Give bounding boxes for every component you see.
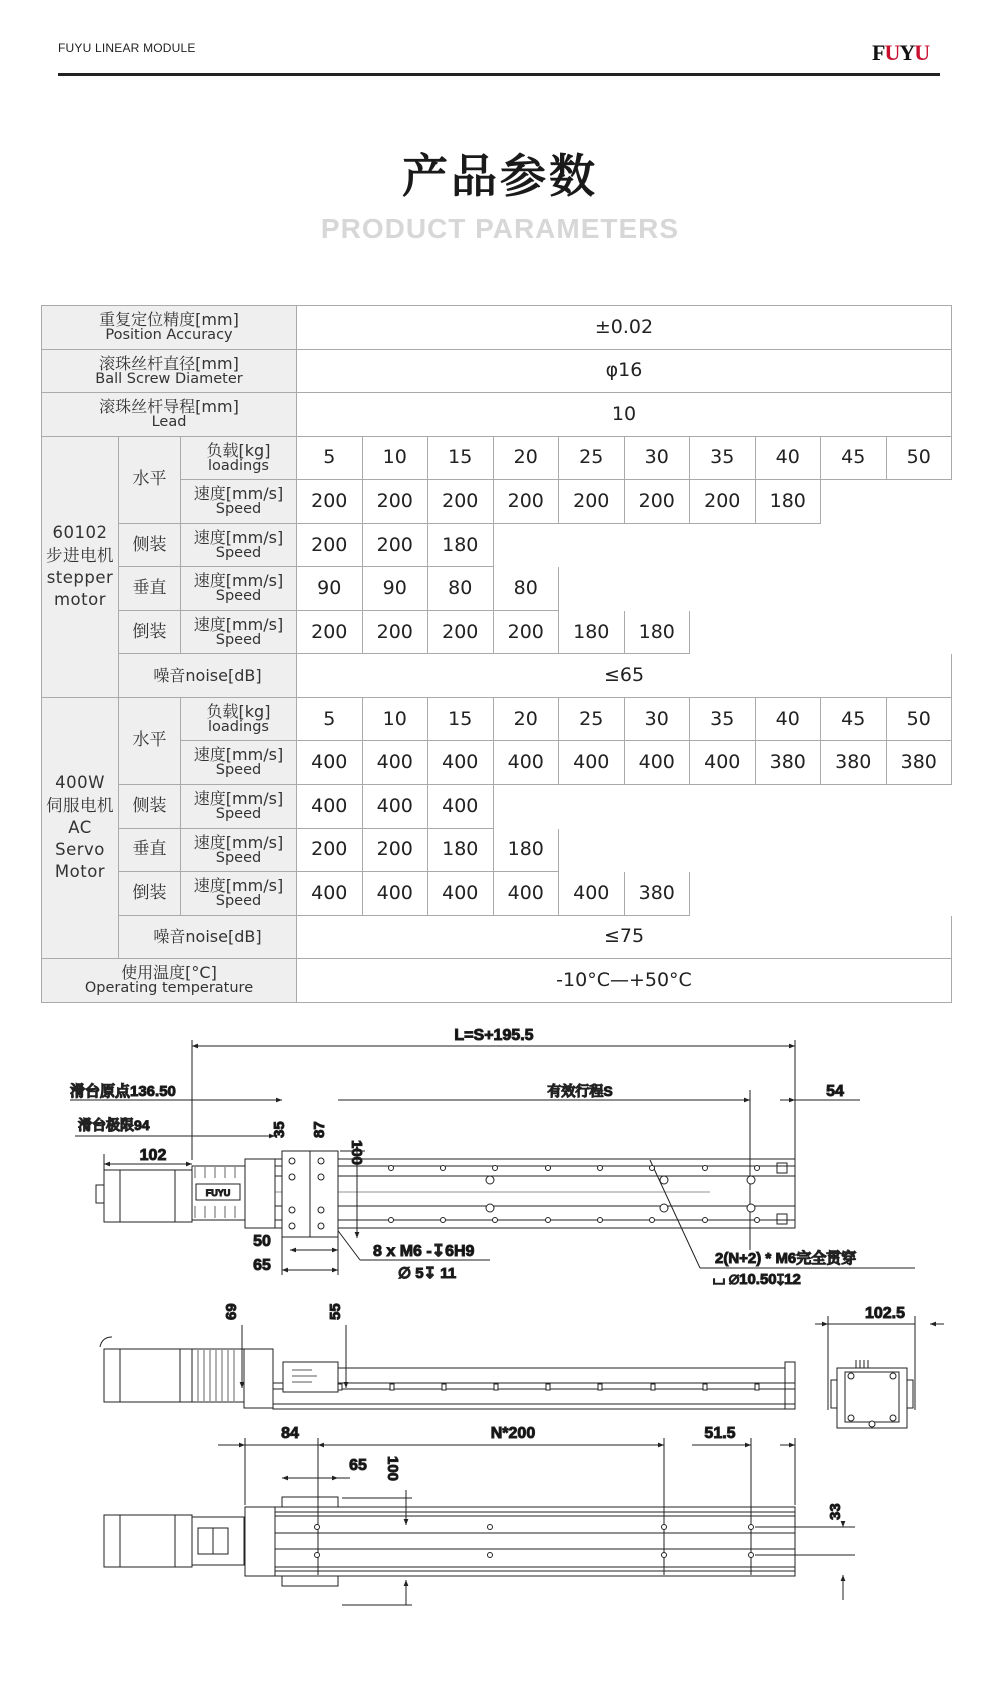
speed-value-text: 400 (704, 751, 741, 774)
dim-55: 55 (327, 1303, 344, 1320)
speed-value-text: 380 (835, 751, 872, 774)
end-view (815, 1316, 944, 1428)
speed-label-text: Speed (215, 762, 262, 779)
base-holes-counterbore: ⌴ ∅10.50↧12 (713, 1271, 801, 1288)
speed-label (181, 741, 297, 785)
load-value-text: 50 (906, 446, 931, 469)
speed-label (181, 567, 297, 611)
speed-value (625, 741, 691, 785)
load-value-text: 25 (579, 446, 604, 469)
speed-value-text: 200 (704, 489, 741, 512)
bottom-view (104, 1438, 855, 1605)
speed-value (494, 567, 560, 611)
speed-value (428, 524, 494, 568)
speed-value (428, 611, 494, 655)
param-label (42, 306, 297, 350)
load-value-text: 25 (579, 707, 604, 730)
fuyu-logo: FUYU (872, 40, 930, 65)
load-value (690, 437, 756, 481)
page-subtitle: PRODUCT PARAMETERS (320, 213, 680, 244)
param-value (297, 393, 952, 437)
temperature-label (42, 959, 297, 1003)
speed-value-text: 400 (311, 881, 348, 904)
motor-type-label-text: stepper (46, 567, 114, 587)
speed-label-text: 速度[mm/s] (193, 614, 284, 634)
speed-value-text: 200 (311, 533, 348, 556)
speed-value (428, 480, 494, 524)
load-value (625, 437, 691, 481)
load-label (181, 437, 297, 481)
motor-type-label-text: 400W (55, 773, 105, 793)
load-label-text: 负载[kg] (206, 701, 271, 721)
dim-total-length: L=S+195.5 (454, 1027, 534, 1044)
load-value (363, 437, 429, 481)
load-value-text: 35 (710, 446, 735, 469)
speed-value-text: 400 (507, 881, 544, 904)
speed-label-text: 速度[mm/s] (193, 832, 284, 852)
orientation-label-text: 侧装 (132, 795, 167, 816)
load-value-text: 20 (513, 446, 538, 469)
speed-value (363, 872, 429, 916)
speed-value-text: 400 (442, 751, 479, 774)
orientation-label-text: 水平 (132, 469, 167, 490)
speed-value-text: 200 (376, 838, 413, 861)
dim-slide-limit: 滑台极限94 (78, 1117, 150, 1133)
load-value (428, 698, 494, 742)
speed-label (181, 611, 297, 655)
speed-value-text: 200 (311, 489, 348, 512)
load-value (428, 437, 494, 481)
load-value-text: 40 (775, 707, 800, 730)
motor-type-label (42, 698, 119, 959)
dim-end-54: 54 (826, 1083, 844, 1100)
speed-label-text: Speed (215, 501, 262, 518)
speed-value (559, 872, 625, 916)
dim-33: 33 (827, 1503, 844, 1520)
speed-label-text: 速度[mm/s] (193, 876, 284, 896)
speed-value (494, 611, 560, 655)
dim-effective-stroke: 有效行程S (547, 1083, 613, 1099)
speed-value-text: 400 (442, 881, 479, 904)
speed-value (690, 480, 756, 524)
param-label-text: 滚珠丝杆直径[mm] (99, 353, 239, 373)
speed-label-text: Speed (215, 588, 262, 605)
load-value-text: 30 (644, 707, 669, 730)
speed-value-text: 380 (900, 751, 937, 774)
motor-logo-text: FUYU (205, 1188, 231, 1198)
orientation-label-text: 垂直 (132, 839, 167, 860)
orientation-label (119, 698, 181, 785)
speed-value (363, 611, 429, 655)
load-value (821, 437, 887, 481)
load-value-text: 35 (710, 707, 735, 730)
load-value-text: 45 (841, 446, 866, 469)
speed-value (690, 741, 756, 785)
load-value (559, 698, 625, 742)
carriage-holes-counterbore: ∅ 5↧ 11 (398, 1265, 457, 1282)
speed-value-text: 200 (442, 620, 479, 643)
speed-label (181, 480, 297, 524)
spec-table (41, 305, 952, 1003)
motor-type-label-text: AC (68, 817, 92, 837)
speed-value-text: 200 (376, 489, 413, 512)
orientation-label (119, 567, 181, 611)
speed-value (559, 741, 625, 785)
speed-value-text: 180 (442, 838, 479, 861)
speed-value (297, 480, 363, 524)
base-holes-spec: 2(N+2) * M6完全贯穿 (715, 1250, 857, 1267)
motor-type-label-text: 步进电机 (46, 545, 114, 565)
speed-value-text: 200 (573, 489, 610, 512)
speed-value-text: 180 (769, 489, 806, 512)
orientation-label-text: 垂直 (132, 578, 167, 599)
param-value-text: 10 (611, 402, 637, 425)
orientation-label-text: 水平 (132, 730, 167, 751)
speed-value-text: 200 (507, 620, 544, 643)
top-view (96, 1151, 795, 1237)
load-value-text: 15 (448, 446, 473, 469)
speed-value-text: 380 (769, 751, 806, 774)
noise-label (119, 654, 297, 698)
load-value (887, 698, 953, 742)
load-value-text: 5 (323, 707, 336, 730)
speed-value (559, 480, 625, 524)
speed-value-text: 380 (638, 881, 675, 904)
speed-value-text: 80 (513, 577, 538, 600)
speed-value-text: 400 (311, 751, 348, 774)
speed-value-text: 200 (376, 620, 413, 643)
load-value (363, 698, 429, 742)
speed-value (363, 567, 429, 611)
speed-value-text: 400 (376, 751, 413, 774)
dim-50: 50 (253, 1233, 271, 1250)
speed-value-text: 180 (507, 838, 544, 861)
orientation-label (119, 829, 181, 873)
speed-value (559, 611, 625, 655)
speed-label-text: 速度[mm/s] (193, 789, 284, 809)
speed-value (428, 829, 494, 873)
speed-value-text: 200 (311, 620, 348, 643)
speed-value-text: 200 (507, 489, 544, 512)
speed-value-text: 400 (376, 881, 413, 904)
dim-69: 69 (223, 1303, 240, 1320)
speed-value (363, 829, 429, 873)
speed-label-text: Speed (215, 893, 262, 910)
speed-label (181, 829, 297, 873)
speed-value (625, 480, 691, 524)
noise-value-text: ≤65 (603, 664, 645, 687)
dimension-drawing (0, 1020, 1000, 1620)
noise-value (297, 654, 952, 698)
speed-value-text: 400 (573, 881, 610, 904)
load-label-text: 负载[kg] (206, 440, 271, 460)
speed-value-text: 400 (638, 751, 675, 774)
motor-type-label-text: Servo (55, 840, 105, 860)
side-view (100, 1325, 795, 1409)
param-label-text: Lead (151, 414, 187, 431)
dim-slide-origin: 滑台原点136.50 (70, 1083, 176, 1100)
speed-value (297, 741, 363, 785)
noise-value-text: ≤75 (603, 925, 645, 948)
speed-label-text: 速度[mm/s] (193, 527, 284, 547)
dimension-lines (70, 1040, 915, 1275)
noise-value (297, 916, 952, 960)
speed-value (821, 741, 887, 785)
param-label-text: Ball Screw Diameter (95, 370, 243, 387)
speed-value-text: 90 (317, 577, 342, 600)
speed-value (363, 524, 429, 568)
speed-value (363, 480, 429, 524)
speed-value (756, 480, 822, 524)
temperature-label-text: 使用温度[°C] (121, 963, 217, 983)
orientation-label-text: 倒装 (132, 621, 167, 642)
param-label (42, 350, 297, 394)
speed-value (428, 741, 494, 785)
brand-text: FUYU LINEAR MODULE (58, 41, 196, 55)
speed-value-text: 200 (311, 838, 348, 861)
motor-type-label-text: 60102 (52, 523, 108, 543)
speed-value-text: 180 (442, 533, 479, 556)
speed-value (428, 785, 494, 829)
dim-87: 87 (311, 1121, 328, 1138)
speed-value (363, 785, 429, 829)
speed-value (297, 611, 363, 655)
dim-35: 35 (271, 1121, 288, 1138)
orientation-label-text: 倒装 (132, 882, 167, 903)
orientation-label (119, 872, 181, 916)
dim-65-bottom: 65 (349, 1457, 367, 1474)
carriage-holes-spec: 8 x M6 -↧6H9 (373, 1243, 475, 1260)
load-value-text: 20 (513, 707, 538, 730)
noise-label-text: 噪音noise[dB] (153, 665, 262, 685)
param-label (42, 393, 297, 437)
speed-value-text: 400 (507, 751, 544, 774)
load-value-text: 50 (906, 707, 931, 730)
motor-type-label-text: 伺服电机 (46, 795, 114, 815)
load-value-text: 5 (323, 446, 336, 469)
speed-value (428, 872, 494, 916)
dim-100-bottom: 100 (384, 1456, 401, 1482)
dim-102-5: 102.5 (864, 1305, 906, 1322)
motor-type-label-text: motor (53, 590, 107, 610)
param-value (297, 306, 952, 350)
noise-label-text: 噪音noise[dB] (153, 926, 262, 946)
load-label (181, 698, 297, 742)
dim-65-top: 65 (253, 1257, 271, 1274)
page-title: 产品参数 (402, 149, 598, 203)
param-label-text: 重复定位精度[mm] (99, 310, 239, 330)
speed-value-text: 200 (376, 533, 413, 556)
speed-label-text: 速度[mm/s] (193, 745, 284, 765)
speed-label (181, 524, 297, 568)
motor-type-label (42, 437, 119, 698)
dim-84: 84 (281, 1425, 299, 1442)
speed-value-text: 400 (573, 751, 610, 774)
param-label-text: 滚珠丝杆导程[mm] (99, 397, 239, 417)
speed-value (625, 872, 691, 916)
speed-value (363, 741, 429, 785)
param-value-text: ±0.02 (594, 315, 654, 338)
speed-value (297, 829, 363, 873)
speed-label-text: 速度[mm/s] (193, 484, 284, 504)
speed-value-text: 400 (442, 794, 479, 817)
speed-value-text: 200 (442, 489, 479, 512)
speed-value (494, 741, 560, 785)
speed-value-text: 180 (573, 620, 610, 643)
speed-value (625, 611, 691, 655)
header-divider (58, 73, 940, 76)
speed-label-text: Speed (215, 806, 262, 823)
load-value (756, 698, 822, 742)
load-value (559, 437, 625, 481)
load-value (494, 698, 560, 742)
load-value (297, 437, 363, 481)
load-value (756, 437, 822, 481)
orientation-label (119, 785, 181, 829)
param-label-text: Position Accuracy (105, 327, 233, 344)
speed-value (756, 741, 822, 785)
load-value (297, 698, 363, 742)
load-value (494, 437, 560, 481)
speed-value (297, 567, 363, 611)
speed-value (428, 567, 494, 611)
temperature-value (297, 959, 952, 1003)
load-value (821, 698, 887, 742)
speed-value (494, 829, 560, 873)
temperature-label-text: Operating temperature (84, 980, 254, 997)
speed-value-text: 400 (376, 794, 413, 817)
load-label-text: loadings (208, 457, 269, 474)
speed-value-text: 90 (382, 577, 407, 600)
orientation-label-text: 侧装 (132, 534, 167, 555)
load-value-text: 40 (775, 446, 800, 469)
load-value (887, 437, 953, 481)
speed-value-text: 200 (638, 489, 675, 512)
speed-value (494, 480, 560, 524)
speed-value-text: 180 (638, 620, 675, 643)
param-value (297, 350, 952, 394)
speed-label-text: Speed (215, 544, 262, 561)
speed-label-text: Speed (215, 849, 262, 866)
dim-51-5: 51.5 (704, 1425, 736, 1442)
speed-value (297, 524, 363, 568)
load-value-text: 10 (382, 446, 407, 469)
speed-label (181, 872, 297, 916)
noise-label (119, 916, 297, 960)
speed-label-text: Speed (215, 631, 262, 648)
load-value-text: 10 (382, 707, 407, 730)
speed-value (297, 785, 363, 829)
speed-value (494, 872, 560, 916)
param-value-text: φ16 (605, 359, 643, 382)
orientation-label (119, 437, 181, 524)
motor-type-label-text: Motor (54, 862, 106, 882)
dim-pitch: N*200 (490, 1425, 536, 1442)
load-label-text: loadings (208, 718, 269, 735)
load-value-text: 45 (841, 707, 866, 730)
dim-100-top: 100 (348, 1140, 365, 1166)
load-value-text: 15 (448, 707, 473, 730)
load-value-text: 30 (644, 446, 669, 469)
speed-label (181, 785, 297, 829)
load-value (625, 698, 691, 742)
temperature-value-text: -10°C—+50°C (556, 968, 692, 991)
speed-value-text: 80 (448, 577, 473, 600)
speed-value (297, 872, 363, 916)
orientation-label (119, 524, 181, 568)
load-value (690, 698, 756, 742)
dim-motor-102: 102 (139, 1147, 167, 1164)
speed-label-text: 速度[mm/s] (193, 571, 284, 591)
speed-value-text: 400 (311, 794, 348, 817)
speed-value (887, 741, 953, 785)
orientation-label (119, 611, 181, 655)
